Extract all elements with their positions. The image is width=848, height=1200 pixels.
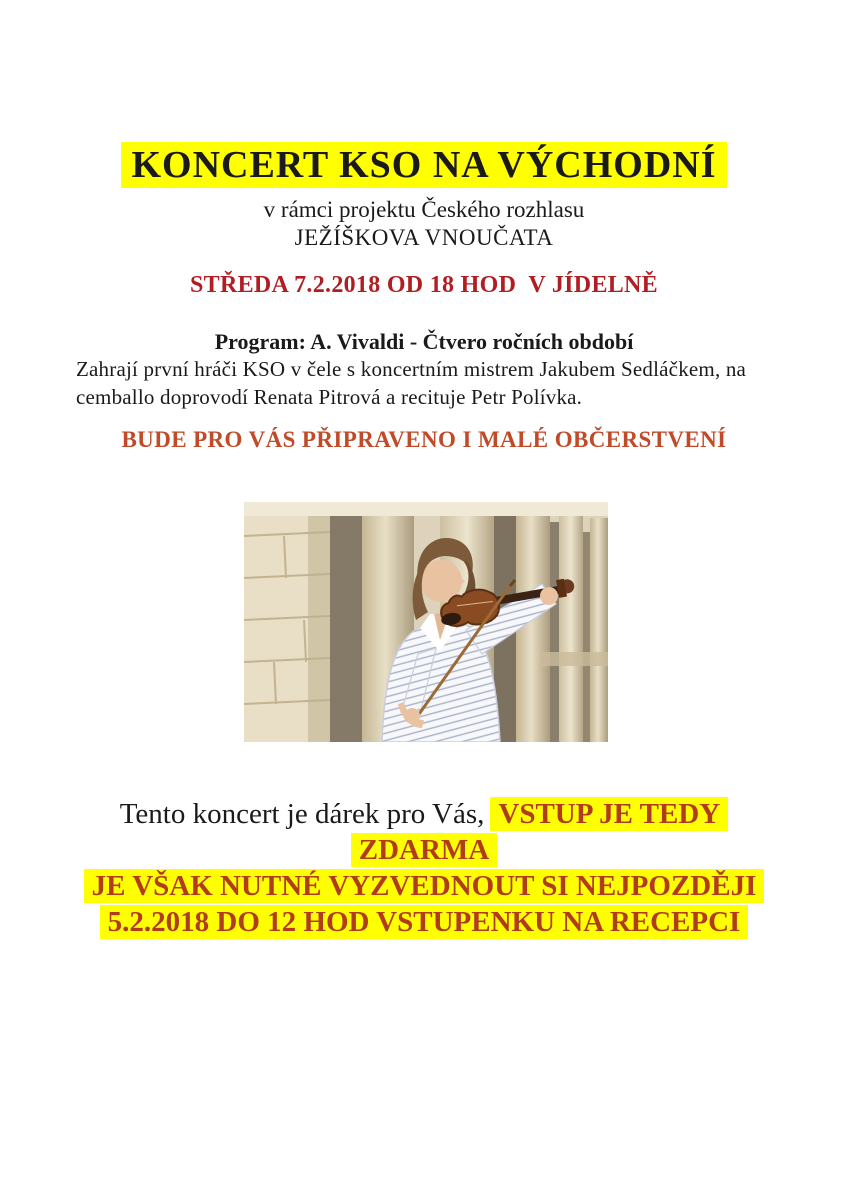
performers-paragraph: Zahrají první hráči KSO v čele s koncertním mistrem Jakubem Sedláčkem, na cemballo doprovodí Renata Pitrová a recituje Petr Polívka.: [76, 357, 747, 409]
violinist-photo-illustration: [244, 502, 608, 742]
program-line: Program: A. Vivaldi - Čtvero ročních období: [214, 329, 634, 354]
subtitle-project-name: JEŽÍŠKOVA VNOUČATA: [294, 225, 554, 250]
gift-line: [0, 796, 848, 832]
refreshments-line: BUDE PRO VÁS PŘIPRAVENO I MALÉ OBČERSTVENÍ: [121, 427, 727, 452]
free-entry-highlight: VSTUP JE TEDY: [490, 797, 728, 831]
ticket-notice-line2: [0, 904, 848, 940]
violinist-photo: [244, 502, 608, 742]
free-entry-zdarma: ZDARMA: [351, 833, 498, 867]
event-date-time: STŘEDA 7.2.2018 OD 18 HOD V JÍDELNĚ: [190, 272, 658, 298]
ticket-notice-line1: [0, 868, 848, 904]
poster-title-line: [0, 139, 848, 191]
ticket-notice-text2: 5.2.2018 DO 12 HOD VSTUPENKU NA RECEPCI: [100, 905, 749, 939]
gift-prefix: Tento koncert je dárek pro Vás,: [119, 798, 485, 830]
ticket-notice-text1: JE VŠAK NUTNÉ VYZVEDNOUT SI NEJPOZDĚJI: [84, 869, 765, 903]
subtitle-project: v rámci projektu Českého rozhlasu: [263, 197, 585, 222]
free-entry-line2: [0, 832, 848, 868]
poster-title: KONCERT KSO NA VÝCHODNÍ: [121, 142, 726, 188]
